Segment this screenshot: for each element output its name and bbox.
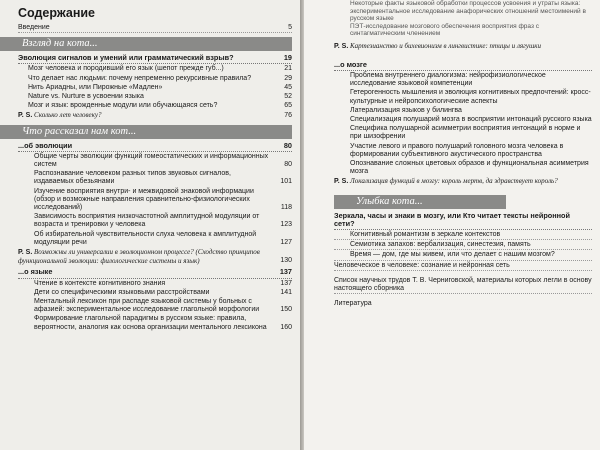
toc-entry[interactable]: Об избирательной чувствительности слуха человека к амплитудной модуляции речи 127 bbox=[34, 230, 292, 246]
toc-entry[interactable]: Некоторые факты языковой обработки процессов усвоения и утраты языка: экспериментальное исследование анафорических отношений местоимений в русском языке bbox=[350, 0, 586, 22]
right-page bbox=[304, 0, 600, 450]
toc-postscript[interactable]: P. S. Локализация функций в мозгу: король мертв, да здравствует король? bbox=[334, 177, 558, 186]
toc-section[interactable]: Зеркала, часы и знаки в мозгу, или Кто читает тексты нейронной сети? bbox=[334, 212, 592, 230]
toc-section[interactable]: ...о мозге bbox=[334, 61, 592, 71]
toc-entry[interactable]: Чтение в контексте когнитивного знания 137 bbox=[34, 279, 292, 287]
toc-entry[interactable]: Латерализация языков у билингва bbox=[350, 106, 462, 114]
toc-entry[interactable]: Специализация полушарий мозга в восприятии интонаций русского языка bbox=[350, 115, 592, 123]
toc-section[interactable]: Эволюция сигналов и умений или грамматический взрыв? 19 bbox=[18, 54, 292, 64]
toc-entry[interactable]: Нить Ариадны, или Пирожные «Мадлен» 45 bbox=[28, 83, 292, 91]
toc-entry[interactable]: Nature vs. Nurture в усвоении языка 52 bbox=[28, 93, 292, 101]
toc-entry[interactable]: Формирование глагольной парадигмы в русском языке: правила, вероятности, аналогия как основа организации ментального лексикона 160 bbox=[34, 315, 292, 331]
toc-title: Содержание bbox=[18, 6, 96, 20]
toc-entry[interactable]: Изучение восприятия внутри- и межвидовой знаковой информации (обзор и возможные направления сравнительно-физиологических исследований) 118 bbox=[34, 187, 292, 212]
toc-postscript[interactable]: P. S. Картезианство и бихевионизм в лингвистике: птицы и лягушки bbox=[334, 41, 542, 50]
toc-entry[interactable]: Опознавание сложных цветовых образов и функциональная асимметрия мозга bbox=[350, 159, 589, 176]
section-banner: Улыбка кота... bbox=[334, 195, 506, 209]
toc-entry[interactable]: Общие черты эволюции функций гомеостатических и информационных систем 80 bbox=[34, 152, 292, 169]
toc-entry[interactable]: Семиотика запахов: вербализация, синестезия, память bbox=[334, 241, 592, 250]
toc-entry[interactable]: Человеческое в человеке: сознание и нейронная сеть bbox=[334, 262, 592, 271]
toc-entry[interactable]: Специфика полушарной асимметрии восприятия интонаций в норме и при шизофрении bbox=[350, 125, 581, 141]
toc-entry[interactable]: Ментальный лексикон при распаде языковой системы у больных с афазией: экспериментальное исследование глагольной морфологии 150 bbox=[34, 298, 292, 314]
section-banner: Взгляд на кота... bbox=[0, 37, 292, 51]
toc-entry-intro[interactable]: Введение 5 bbox=[18, 24, 292, 33]
toc-entry[interactable]: ПЭТ-исследование мозгового обеспечения восприятия фраз с синтагматическим членением bbox=[350, 22, 539, 37]
section-banner: Что рассказал нам кот... bbox=[0, 125, 292, 139]
toc-postscript[interactable]: P. S. Сколько лет человеку? 76 bbox=[18, 111, 292, 120]
toc-entry[interactable]: Что делает нас людьми: почему непременно рекурсивные правила? 29 bbox=[28, 74, 292, 82]
toc-postscript[interactable]: P. S. Возможны ли универсалии в эволюционном процессе? (Сходство принципов функциональной эволюции: филологические системы и язык) 130 bbox=[18, 248, 292, 266]
toc-entry-literature[interactable]: Литература bbox=[334, 300, 372, 308]
toc-entry[interactable]: Мозг и язык: врожденные модули или обучающаяся сеть? 65 bbox=[28, 102, 292, 110]
toc-entry[interactable]: Дети со специфическими языковыми расстройствами 141 bbox=[34, 288, 292, 296]
toc-entry[interactable]: Проблема внутреннего диалогизма: нейрофизиологическое исследование языковой компетенции bbox=[350, 71, 546, 88]
toc-section[interactable]: ...о языке 137 bbox=[18, 268, 292, 278]
toc-entry-bibliography[interactable]: Список научных трудов Т. В. Черниговской, материалы которых легли в основу настоящего сборника bbox=[334, 277, 592, 294]
toc-entry[interactable]: Гетерогенность мышления и эволюция когнитивных предпочтений: кросс-культурные и нейропсихологические аспекты bbox=[350, 89, 591, 105]
toc-section[interactable]: ...об эволюции 80 bbox=[18, 142, 292, 152]
toc-entry[interactable]: Мозг человека и породивший его язык (шепот прежде губ...) 21 bbox=[28, 65, 292, 73]
toc-entry[interactable]: Распознавание человеком разных типов звуковых сигналов, издаваемых обезьянами 101 bbox=[34, 170, 292, 186]
toc-entry[interactable]: Зависимость восприятия низкочастотной амплитудной модуляции от возраста и тренировки у человека 123 bbox=[34, 213, 292, 229]
toc-entry[interactable]: Когнитивный романтизм в зеркале контекстов bbox=[334, 231, 592, 240]
toc-entry[interactable]: Участие левого и правого полушарий головного мозга человека в формировании субъективного акустического пространства bbox=[350, 142, 564, 158]
toc-entry[interactable]: Время — дом, где мы живем, или что делает с нашим мозгом? bbox=[334, 251, 592, 260]
